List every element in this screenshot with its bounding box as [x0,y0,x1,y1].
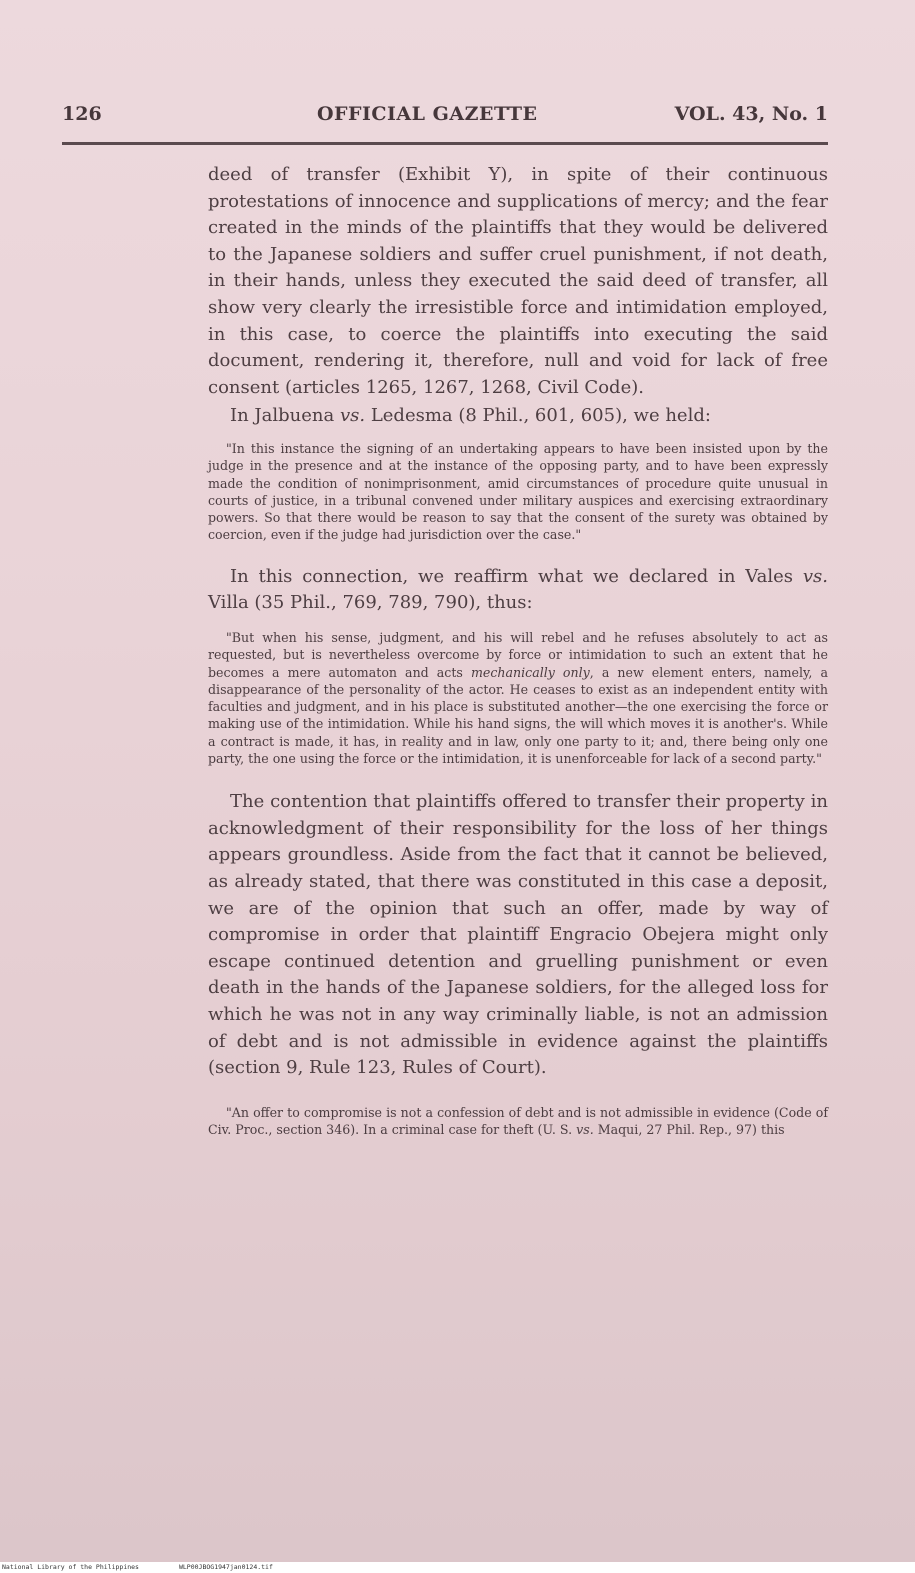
vales-quote-suffix: , a new element enters, namely, a disappearance of the personality of the actor. He ceases to exist as an independent entity with faculties and judgment, and in his place is substituted another—the one exercising the force or making use of the intimidation. While his hand signs, the will which moves it is another's. While a contract is made, it has, in reality and in law, only one party to it; and, there being only one party, the one using the force or the intimidation, it is unenforceable for lack of a second party." [208,664,828,766]
quote-offer-to-compromise [208,1104,828,1139]
paragraph-contention: The contention that plaintiffs offered to transfer their property in acknowledgment of their responsibility for the loss of her things appears groundless. Aside from the fact that it cannot be believed, as already stated, that there was constituted in this case a deposit, we are of the opinion that such an offer, made by way of compromise in order that plaintiff Engracio Obejera might only escape continued detention and gruelling punishment or even death in the hands of the Japanese soldiers, for the alleged loss for which he was not in any way criminally liable, is not an admission of debt and is not admissible in evidence against the plaintiffs (section 9, Rule 123, Rules of Court). [208,791,828,1079]
vales-vs: vs. [802,565,828,587]
scan-filename: WLP00JBOG1947jan0124.tif [178,1563,273,1571]
compromise-quote-suffix: Maqui, 27 Phil. Rep., 97) this [593,1122,785,1138]
paragraph-vales-villa [208,564,828,617]
jalbuena-text-suffix: Ledesma (8 Phil., 601, 605), we held: [365,405,711,427]
quote-jalbuena: "In this instance the signing of an undertaking appears to have been insisted upon by the judge in the presence and at the instance of the opposing party, and to have been expressly made the condition of nonimprisonment, amid circumstances of procedure quite unusual in courts of justice, in a tribunal convened under military auspices and exercising extraordinary powers. So that there would be reason to say that the consent of the surety was obtained by coercion, even if the judge had jurisdiction over the case." [208,440,828,543]
header-rule [62,142,828,145]
jalbuena-text-prefix: In Jalbuena [230,405,340,427]
scan-footer [0,1562,915,1573]
quote-vales-villa [208,629,828,767]
volume-number: VOL. 43, No. 1 [674,103,828,125]
compromise-quote-vs: vs. [576,1122,594,1138]
page-number: 126 [62,103,102,125]
vales-text-prefix: In this connection, we reaffirm what we declared in Vales [230,565,803,587]
compromise-quote-prefix: "An offer to compromise is not a confession of debt and is not admissible in evidence (Code of Civ. Proc., section 346). In a criminal case for theft (U. S. [208,1104,828,1138]
jalbuena-vs: vs. [339,405,366,427]
page-header [62,103,828,137]
vales-text-suffix: Villa (35 Phil., 769, 789, 790), thus: [208,592,533,614]
paragraph-jalbuena [208,403,828,430]
scan-source: National Library of the Philippines [2,1563,139,1571]
vales-quote-prefix: "But when his sense, judgment, and his will rebel and he refuses absolutely to act as requested, but is nevertheless overcome by force or intimidation to such an extent that he becomes a mere automaton and acts [208,629,828,680]
paragraph-deed-of-transfer: deed of transfer (Exhibit Y), in spite of their continuous protestations of innocence and supplications of mercy; and the fear created in the minds of the plaintiffs that they would be delivered to the Japanese soldiers and suffer cruel punishment, if not death, in their hands, unless they executed the said deed of transfer, all show very clearly the irresistible force and intimidation employed, in this case, to coerce the plaintiffs into executing the said document, rendering it, therefore, null and void for lack of free consent (articles 1265, 1267, 1268, Civil Code). [208,164,828,398]
page-body [208,162,828,1138]
publication-title: OFFICIAL GAZETTE [317,103,538,125]
vales-quote-emphasis: mechanically only [470,664,590,680]
